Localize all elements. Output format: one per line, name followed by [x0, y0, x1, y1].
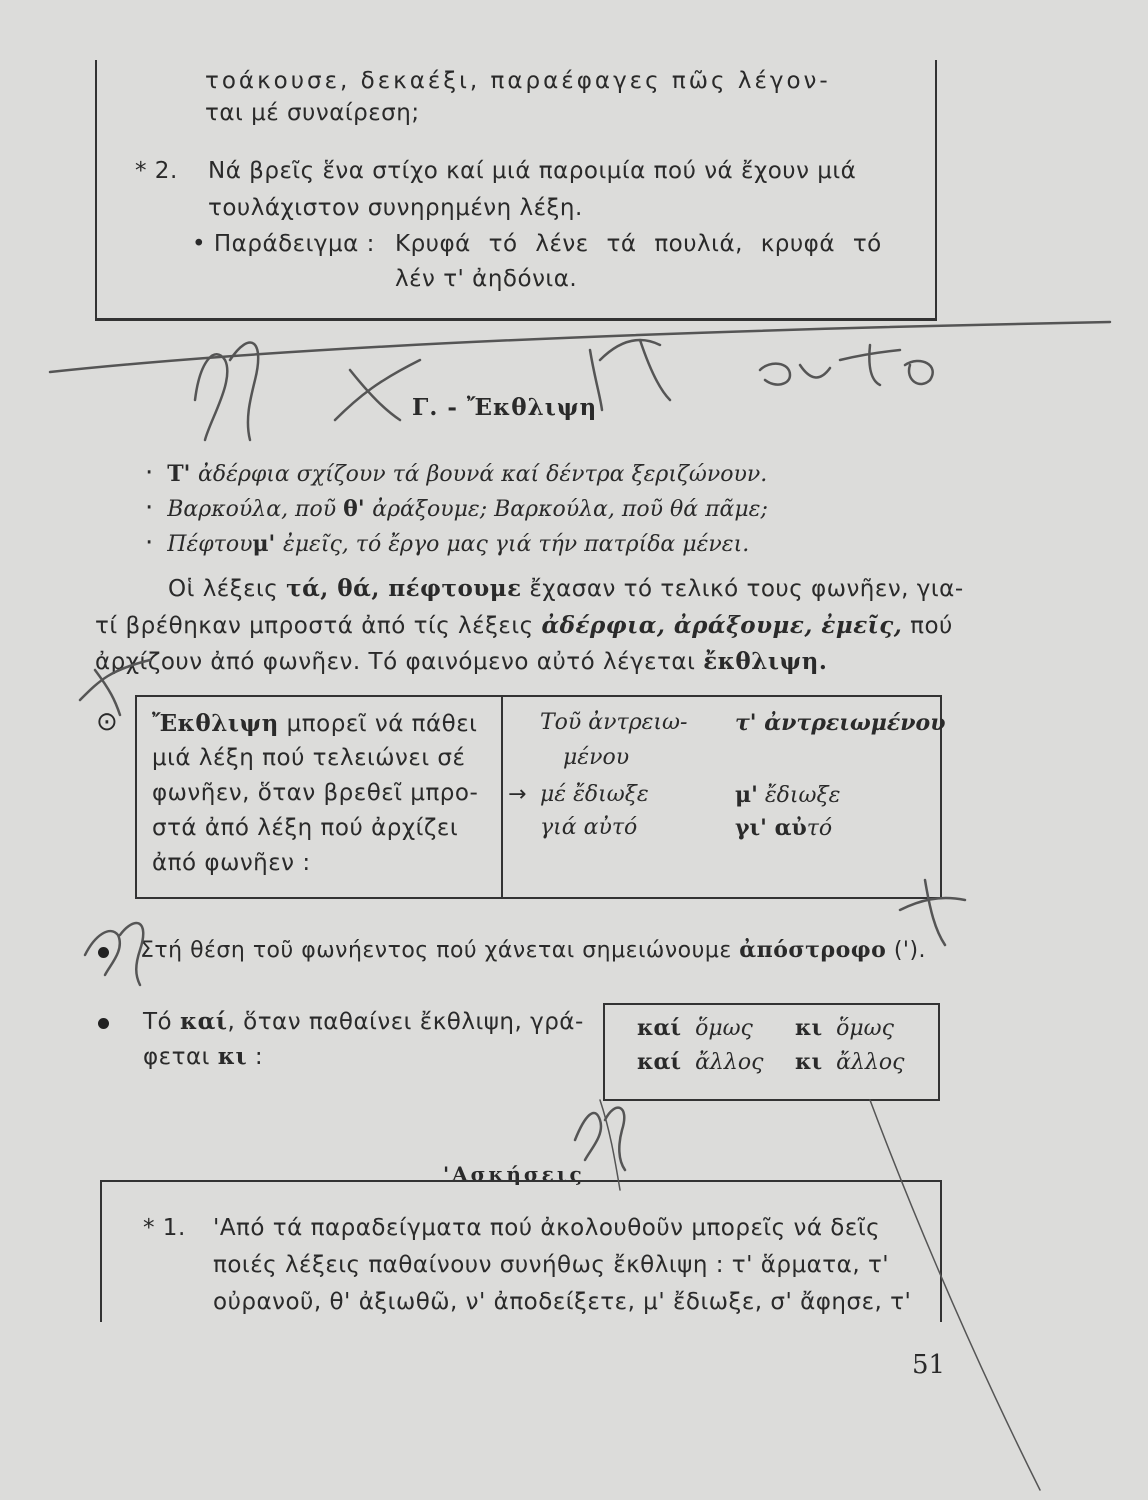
explanation-line: τί βρέθηκαν μπροστά ἀπό τίς λέξεις ἀδέρφια, ἀράξουμε, ἐμεῖς, πού [95, 612, 953, 639]
kai-note-line: Τό καί, ὅταν παθαίνει ἔκθλιψη, γρά- [143, 1008, 584, 1035]
example-sentence: · Βαρκούλα, ποῦ θ' ἀράξουμε; Βαρκούλα, ποῦ θά πᾶμε; [145, 493, 768, 523]
rule-text: μιά λέξη πού τελειώνει σέ [152, 745, 466, 771]
exercise-marker: * 1. [143, 1215, 186, 1241]
box-text-line: ται μέ συναίρεση; [205, 100, 420, 126]
rule-text: στά ἀπό λέξη πού ἀρχίζει [152, 815, 459, 841]
kai-example-row: κι ἄλλος [795, 1049, 905, 1075]
apostrophe-note: Στή θέση τοῦ φωνήεντος πού χάνεται σημειώνουμε ἀπόστροφο ('). [140, 937, 927, 963]
pencil-underline-stroke [50, 322, 1110, 372]
pencil-eta-mark [85, 923, 143, 985]
rule-example-from: Τοῦ ἀντρειω- [540, 710, 688, 735]
exercise-text: οὐρανοῦ, θ' ἀξιωθῶ, ν' ἀποδείξετε, μ' ἔδιωξε, σ' ἄφησε, τ' [213, 1289, 912, 1315]
kai-example-row: καί ἄλλος [637, 1049, 764, 1075]
rule-text: ἀπό φωνῆεν : [152, 850, 311, 876]
question-text: τουλάχιστον συνηρημένη λέξη. [208, 195, 583, 221]
rule-text: Ἔκθλιψη μπορεῖ νά πάθει [152, 710, 478, 737]
explanation-line: ἀρχίζουν ἀπό φωνῆεν. Τό φαινόμενο αὐτό λέγεται ἔκθλιψη. [95, 648, 828, 675]
example-text: λέν τ' ἀηδόνια. [395, 266, 578, 292]
rule-example-to: τ' ἀντρειωμένου [735, 710, 946, 736]
arrow-icon: → [508, 782, 527, 807]
example-text: Κρυφά τό λένε τά πουλιά, κρυφά τό [395, 231, 882, 257]
exercise-text: 'Από τά παραδείγματα πού ἀκολουθοῦν μπορεῖς νά δεῖς [213, 1215, 881, 1241]
question-marker: * 2. [135, 158, 178, 184]
pencil-fold-line [870, 1100, 1040, 1490]
rule-marker-icon: ⊙ [96, 707, 118, 737]
page-number: 51 [912, 1350, 946, 1380]
pencil-auto-word [760, 345, 933, 385]
example-sentence: · Τ' ἀδέρφια σχίζουν τά βουνά καί δέντρα ξεριζώνουν. [145, 458, 768, 488]
rule-example-to: μ' ἔδιωξε [735, 782, 841, 808]
pencil-eta-mark [575, 1108, 625, 1170]
rule-example-from: γιά αὐτό [540, 815, 638, 840]
rule-text: φωνῆεν, ὅταν βρεθεῖ μπρο- [152, 780, 479, 806]
pencil-check-mark [80, 660, 150, 715]
rule-example-from: μένου [563, 745, 630, 770]
pencil-letters-mark [590, 340, 670, 410]
example-label: • Παράδειγμα : [192, 231, 375, 257]
section-title: Γ. - Ἔκθλιψη [412, 394, 598, 421]
rule-example-from: μέ ἔδιωξε [540, 782, 649, 807]
pencil-cross-mark [335, 360, 420, 420]
pencil-cross-mark [900, 880, 965, 945]
exercises-heading: 'Ασκήσεις [443, 1162, 585, 1186]
kai-example-row: καί ὅμως [637, 1015, 753, 1041]
example-sentence: · Πέφτουμ' ἐμεῖς, τό ἔργο μας γιά τήν πατρίδα μένει. [145, 528, 750, 558]
kai-example-row: κι ὅμως [795, 1015, 894, 1041]
rule-example-to: γι' αὐτό [735, 815, 833, 841]
explanation-line: Οἱ λέξεις τά, θά, πέφτουμε ἔχασαν τό τελικό τους φωνῆεν, για- [168, 575, 964, 602]
exercise-text: ποιές λέξεις παθαίνουν συνήθως ἔκθλιψη : τ' ἅρματα, τ' [213, 1252, 890, 1278]
question-text: Νά βρεῖς ἕνα στίχο καί μιά παροιμία πού νά ἔχουν μιά [208, 158, 857, 184]
kai-note-line: φεται κι : [143, 1043, 264, 1070]
box-text-line: τοάκουσε, δεκαέξι, παραέφαγες πῶς λέγον- [205, 68, 831, 94]
